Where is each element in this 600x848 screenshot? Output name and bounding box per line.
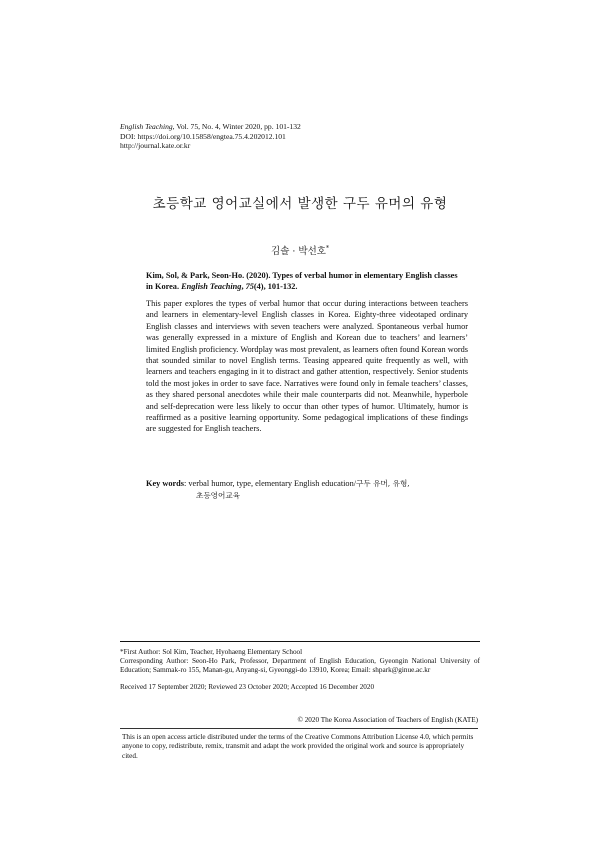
keywords-block bbox=[146, 478, 468, 502]
footnotes bbox=[120, 648, 480, 692]
citation-block bbox=[146, 270, 466, 292]
corresponding-author-note: Corresponding Author: Seon-Ho Park, Professor, Department of English Education, Gyeongin National University of Education; Sammak-ro 155, Manan-gu, Anyang-si, Gyeonggi-do 13910, Korea; Email: shpark@ginue.ac.kr bbox=[120, 657, 480, 675]
keywords-label: Key words bbox=[146, 479, 185, 488]
citation-volume: 75 bbox=[245, 282, 254, 292]
keywords-korean-1: 구두 유머, 유형, bbox=[356, 479, 410, 488]
journal-header bbox=[120, 122, 301, 151]
doi-line[interactable]: DOI: https://doi.org/10.15858/engtea.75.4.202012.101 bbox=[120, 131, 286, 141]
keywords-english: : verbal humor, type, elementary English education/ bbox=[184, 479, 357, 488]
author-names: 김솔 · 박선호 bbox=[271, 246, 326, 257]
author-line bbox=[0, 243, 600, 257]
received-dates: Received 17 September 2020; Reviewed 23 October 2020; Accepted 16 December 2020 bbox=[120, 682, 375, 691]
citation-journal: English Teaching bbox=[181, 282, 242, 292]
citation-issue-pages: (4), 101-132. bbox=[253, 282, 298, 292]
citation-separator: , bbox=[241, 282, 246, 292]
journal-name: English Teaching bbox=[120, 122, 173, 131]
citation-lead: Kim, Sol, & Park, Seon-Ho. (2020). Types of verbal humor in elementary English classes in Korea. bbox=[146, 271, 458, 292]
first-author-note: *First Author: Sol Kim, Teacher, Hyohaeng Elementary School bbox=[120, 648, 303, 656]
keywords-korean-2: 초등영어교육 bbox=[196, 491, 241, 500]
journal-citation-line bbox=[120, 122, 301, 132]
journal-url[interactable]: http://journal.kate.or.kr bbox=[120, 141, 191, 151]
volume-info: , Vol. 75, No. 4, Winter 2020, pp. 101-132 bbox=[172, 122, 301, 131]
license-text: This is an open access article distributed under the terms of the Creative Commons Attribution License 4.0, which permits anyone to copy, redistribute, remix, transmit and adapt the work provided the original work and source is appropriately cited. bbox=[122, 733, 474, 760]
footnote-divider bbox=[120, 641, 480, 642]
author-footnote-mark: * bbox=[325, 244, 329, 252]
paper-title: 초등학교 영어교실에서 발생한 구두 유머의 유형 bbox=[152, 196, 448, 212]
copyright-divider bbox=[120, 728, 478, 729]
keywords-line-1 bbox=[146, 478, 468, 490]
copyright-notice: © 2020 The Korea Association of Teachers of English (KATE) bbox=[297, 716, 478, 724]
abstract-text: This paper explores the types of verbal humor that occur during interactions between teachers and learners in elementary-level English classes in Korea. Eighty-three videotaped ordinary English classes and interviews with seven teachers were analyzed. Spontaneous verbal humor was generally expressed in a mixture of English and Korean due to teachers’ and learners’ limited English proficiency. Wordplay was most prevalent, as learners often found Korean words that sounded similar to novel English terms. Teasing appeared quite frequently as well, with learners and teachers engaging in it to distract and gather attention, respectively. Senior students told the most jokes in order to save face. Narratives were found only in female teachers’ classes, as they shared personal anecdotes while their male counterparts did not. Meanwhile, hyperbole and self-deprecation were less likely to occur than other types of humor. Ultimately, humor is reaffirmed as a positive learning opportunity. Some pedagogical implications of these findings are suggested for English teachers. bbox=[146, 299, 468, 434]
